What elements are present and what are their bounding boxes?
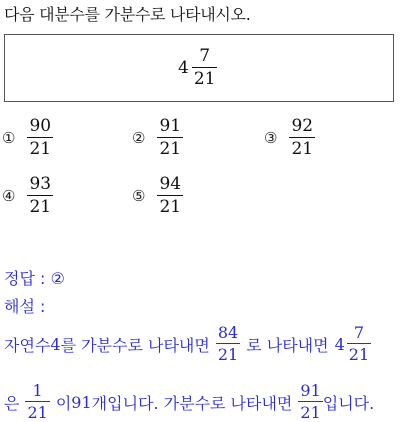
fraction-denominator: 21 [348,345,370,364]
option-marker: ① [2,129,16,147]
fraction-numerator: 92 [291,116,314,136]
mixed-whole: 4 [334,334,345,354]
expl-fraction [298,383,322,421]
expl-fraction [25,383,49,421]
fraction-denominator: 21 [193,69,216,89]
expl-text: 은 [4,393,20,413]
option-1[interactable] [2,118,53,158]
answer-line [4,266,65,289]
fraction-numerator: 90 [29,116,52,136]
question-text: 다음 대분수를 가분수로 나타내시오. [4,5,251,24]
fraction-denominator: 21 [217,345,239,364]
option-2[interactable] [132,118,183,158]
option-marker: ③ [264,129,278,147]
mixed-number [178,48,217,88]
mixed-fraction [192,48,218,88]
explanation-line-2 [4,383,374,421]
fraction-numerator: 84 [217,323,239,342]
fraction-denominator: 21 [27,403,48,422]
fraction-denominator: 21 [29,197,52,217]
fraction-denominator: 21 [159,139,182,159]
fraction-denominator: 21 [300,403,321,422]
explanation-line-1 [4,325,371,363]
option-fraction [289,118,315,158]
fraction-numerator: 91 [159,116,182,136]
expl-text: 자연수 [4,335,51,355]
fraction-denominator: 21 [159,197,182,217]
option-4[interactable] [2,176,53,216]
expl-text: 로 나타내면 [246,335,329,355]
option-fraction [157,118,183,158]
fraction-numerator: 1 [32,381,43,400]
expl-fraction [216,325,240,363]
option-marker: ④ [2,187,16,205]
fraction-numerator: 94 [159,174,182,194]
option-fraction [157,176,183,216]
expl-mixed-number [335,325,372,363]
answer-label: 정답 : [4,269,51,288]
fraction-numerator: 93 [29,174,52,194]
answer-value: ② [50,269,65,288]
option-fraction [27,176,53,216]
fraction-numerator: 7 [353,323,365,342]
fraction-numerator: 91 [300,381,321,400]
option-5[interactable] [132,176,183,216]
expl-text: 개입니다. 가분수로 나타내면 [91,393,293,413]
mixed-fraction [347,325,371,363]
expl-text: 입니다. [322,393,375,413]
option-marker: ② [132,129,146,147]
explanation-label: 해설 : [4,297,46,316]
expl-number: 4 [50,334,61,354]
fraction-denominator: 21 [29,139,52,159]
expl-text: 를 가분수로 나타내면 [60,335,210,355]
fraction-denominator: 21 [291,139,314,159]
option-3[interactable] [264,118,315,158]
fraction-numerator: 7 [199,46,211,66]
option-fraction [27,118,53,158]
option-marker: ⑤ [132,187,146,205]
expl-number: 91 [71,392,92,412]
mixed-whole: 4 [178,58,189,78]
expl-text: 이 [55,393,72,413]
